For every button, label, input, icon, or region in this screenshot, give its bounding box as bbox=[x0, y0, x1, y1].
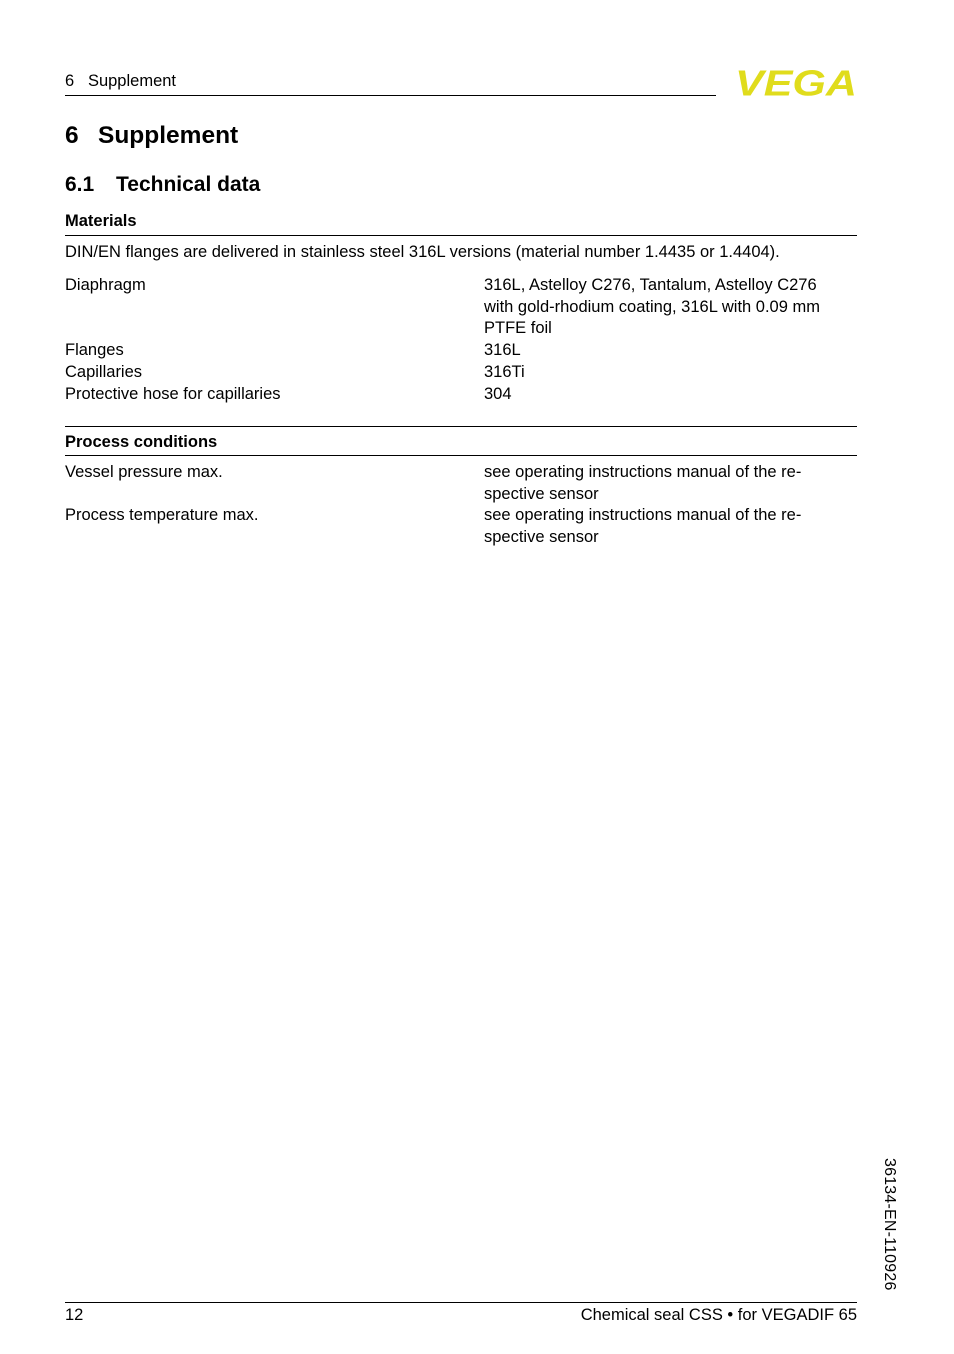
document-code: 36134-EN-110926 bbox=[881, 1158, 898, 1291]
row-value bbox=[484, 362, 864, 384]
row-label: Flanges bbox=[65, 341, 124, 359]
row-label: Capillaries bbox=[65, 363, 143, 381]
running-header-number: 6 bbox=[65, 72, 75, 90]
value-line: spective sensor bbox=[484, 484, 599, 503]
row-value bbox=[484, 384, 864, 406]
materials-intro: DIN/EN flanges are delivered in stainless steel 316L versions (material number 1.4435 or 1.4404). bbox=[65, 243, 780, 261]
logo-text: VEGA bbox=[735, 66, 857, 98]
process-top-rule bbox=[65, 426, 857, 427]
value-line: 316L, Astelloy C276, Tantalum, Astelloy C276 bbox=[484, 276, 817, 294]
value-line: 316L bbox=[484, 341, 521, 359]
footer-document-title: Chemical seal CSS • for VEGADIF 65 bbox=[580, 1306, 857, 1324]
row-value bbox=[484, 462, 864, 505]
row-value bbox=[484, 505, 864, 548]
row-value bbox=[484, 275, 864, 340]
materials-rule bbox=[65, 235, 857, 236]
process-conditions-title: Process conditions bbox=[65, 433, 218, 451]
section-heading bbox=[65, 173, 260, 197]
value-line: PTFE foil bbox=[484, 319, 552, 338]
row-value bbox=[484, 340, 864, 362]
value-line: 316Ti bbox=[484, 363, 525, 381]
materials-title: Materials bbox=[65, 212, 137, 230]
value-line: with gold-rhodium coating, 316L with 0.09 mm bbox=[484, 297, 820, 316]
row-label: Diaphragm bbox=[65, 276, 146, 294]
row-label: Vessel pressure max. bbox=[65, 463, 223, 481]
value-line: 304 bbox=[484, 385, 512, 403]
running-header bbox=[65, 72, 176, 91]
running-header-title: Supplement bbox=[87, 72, 177, 90]
chapter-title: Supplement bbox=[98, 122, 239, 149]
footer-rule bbox=[65, 1302, 857, 1303]
row-label: Protective hose for capillaries bbox=[65, 385, 281, 403]
value-line: see operating instructions manual of the re- bbox=[484, 506, 802, 524]
chapter-number: 6 bbox=[65, 122, 79, 149]
row-label: Process temperature max. bbox=[65, 506, 259, 524]
process-rule bbox=[65, 455, 857, 456]
header-rule bbox=[65, 95, 716, 96]
section-title: Technical data bbox=[116, 173, 261, 196]
chapter-heading bbox=[65, 122, 238, 150]
section-number: 6.1 bbox=[65, 173, 95, 196]
vega-logo bbox=[734, 66, 858, 98]
page-number: 12 bbox=[65, 1306, 84, 1324]
value-line: see operating instructions manual of the re- bbox=[484, 463, 802, 481]
value-line: spective sensor bbox=[484, 527, 599, 546]
